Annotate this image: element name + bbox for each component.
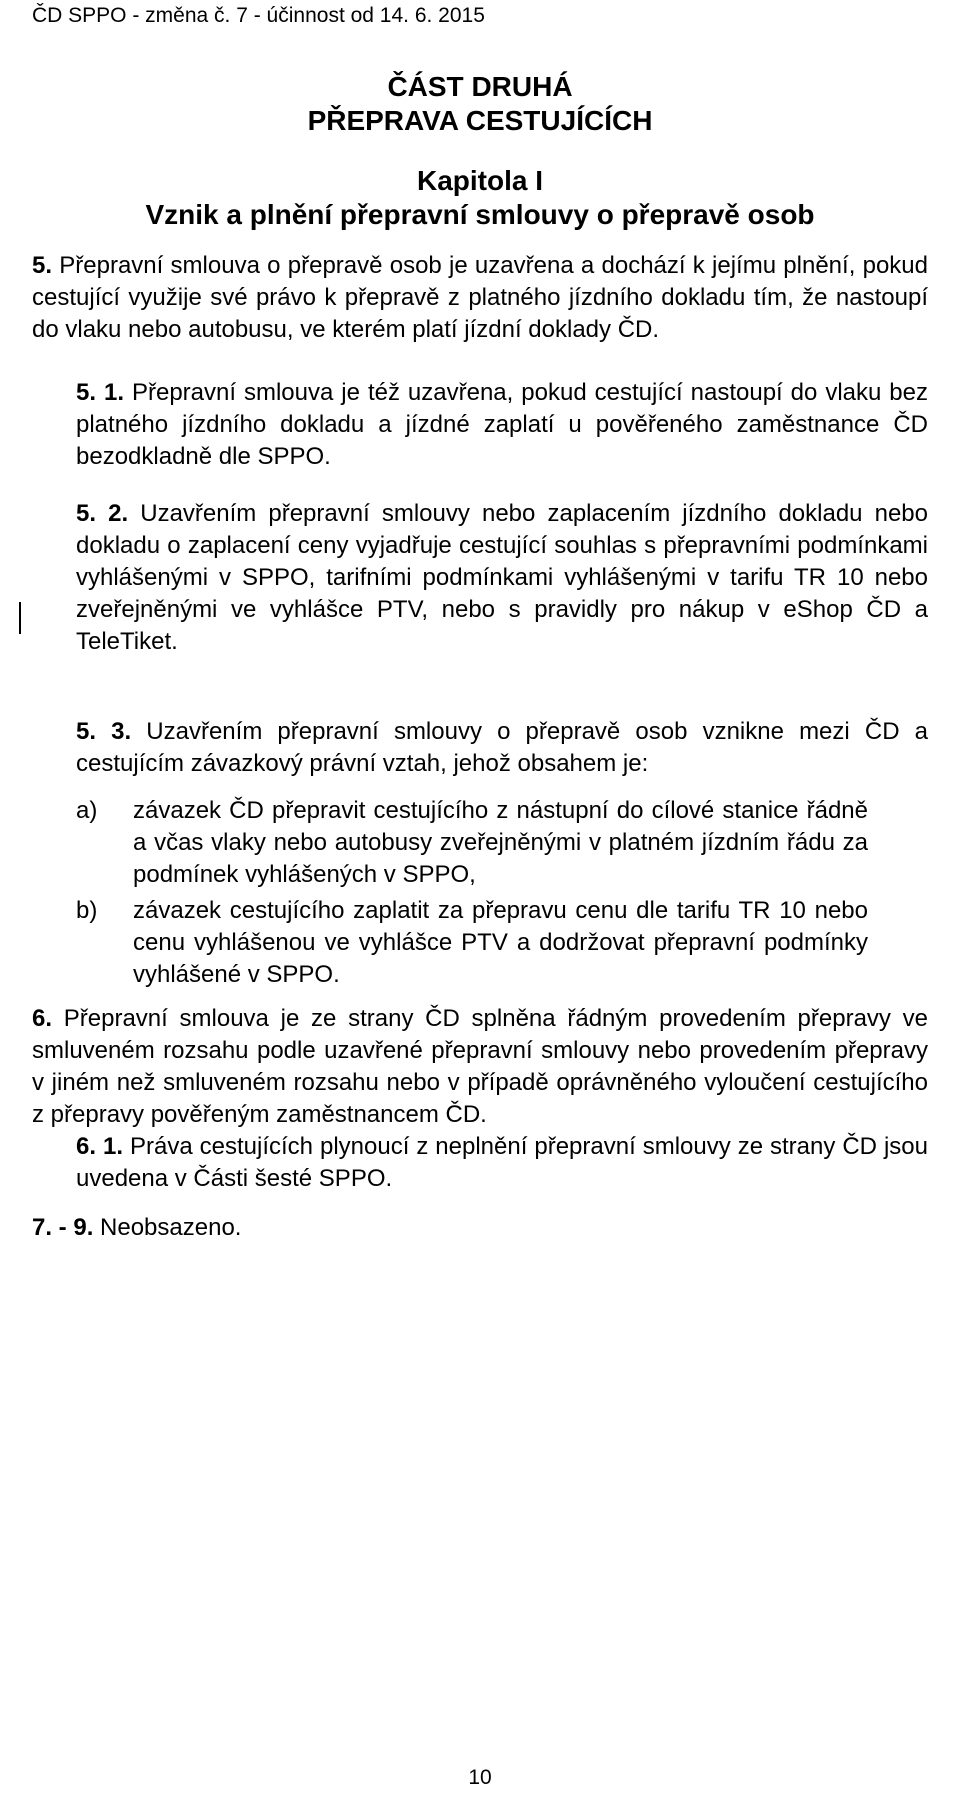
- page-number: 10: [468, 1766, 492, 1789]
- paragraph-6-1: [76, 1131, 928, 1195]
- chapter-name: Vznik a plnění přepravní smlouvy o přepravě osob: [145, 199, 815, 230]
- list-item: [76, 795, 928, 891]
- list-item-text: závazek cestujícího zaplatit za přepravu cenu dle tarifu TR 10 nebo cenu vyhlášenou ve vyhlášce PTV a dodržovat přepravní podmínky vyhlášené v SPPO.: [133, 897, 868, 988]
- paragraph-text: Uzavřením přepravní smlouvy nebo zaplacením jízdního dokladu nebo dokladu o zaplacení ceny vyjadřuje cestující souhlas s přepravními podmínkami vyhlášenými v SPPO, tarifními podmínkami vyhlášenými v tarifu TR 10 nebo zveřejněnými ve vyhlášce PTV, nebo s pravidly pro nákup v eShop ČD a TeleTiket.: [76, 500, 929, 655]
- list-item-label: a): [76, 797, 98, 824]
- list-item-label: b): [76, 897, 98, 924]
- paragraph-number: 6. 1.: [76, 1133, 123, 1160]
- paragraph-text: Přepravní smlouva je ze strany ČD splněna řádným provedením přepravy ve smluveném rozsahu podle uzavřené přepravní smlouvy nebo provedením přepravy v jiném než smluveném rozsahu nebo v případě oprávněného vyloučení cestujícího z přepravy pověřeným zaměstnancem ČD.: [32, 1005, 929, 1128]
- paragraph-text: Uzavřením přepravní smlouvy o přepravě osob vznikne mezi ČD a cestujícím závazkový právní vztah, jehož obsahem je:: [76, 718, 928, 777]
- list-item: [76, 895, 928, 991]
- paragraph-7-9: [32, 1212, 928, 1244]
- paragraph-number: 5.: [32, 252, 53, 279]
- paragraph-5-2: [76, 498, 928, 658]
- paragraph-text: Přepravní smlouva je též uzavřena, pokud cestující nastoupí do vlaku bez platného jízdního dokladu a jízdné zaplatí u pověřeného zaměstnance ČD bezodkladně dle SPPO.: [76, 379, 929, 470]
- paragraph-text: Práva cestujících plynoucí z neplnění přepravní smlouvy ze strany ČD jsou uvedena v Části šesté SPPO.: [76, 1133, 928, 1192]
- paragraph-text: Neobsazeno.: [100, 1214, 242, 1241]
- revision-change-bar: [19, 602, 21, 634]
- part-title: ČÁST DRUHÁ: [387, 71, 573, 102]
- part-name: PŘEPRAVA CESTUJÍCÍCH: [307, 105, 653, 136]
- paragraph-number: 5. 1.: [76, 379, 124, 406]
- paragraph-5-1: [76, 377, 928, 473]
- chapter-title: Kapitola I: [416, 165, 543, 196]
- paragraph-text: Přepravní smlouva o přepravě osob je uzavřena a dochází k jejímu plnění, pokud cestující využije své právo k přepravě z platného jízdního dokladu tím, že nastoupí do vlaku nebo autobusu, ve kterém platí jízdní doklady ČD.: [32, 252, 928, 343]
- paragraph-number: 6.: [32, 1005, 53, 1032]
- paragraph-6: [32, 1003, 928, 1131]
- paragraph-5: [32, 250, 928, 346]
- paragraph-number: 5. 3.: [76, 718, 132, 745]
- list-item-text: závazek ČD přepravit cestujícího z nástupní do cílové stanice řádně a včas vlaky nebo autobusy zveřejněnými v platném jízdním řádu za podmínek vyhlášených v SPPO,: [133, 797, 868, 888]
- paragraph-5-3: [76, 716, 928, 780]
- paragraph-number: 5. 2.: [76, 500, 129, 527]
- document-header: ČD SPPO - změna č. 7 - účinnost od 14. 6. 2015: [32, 4, 485, 27]
- paragraph-number: 7. - 9.: [32, 1214, 94, 1241]
